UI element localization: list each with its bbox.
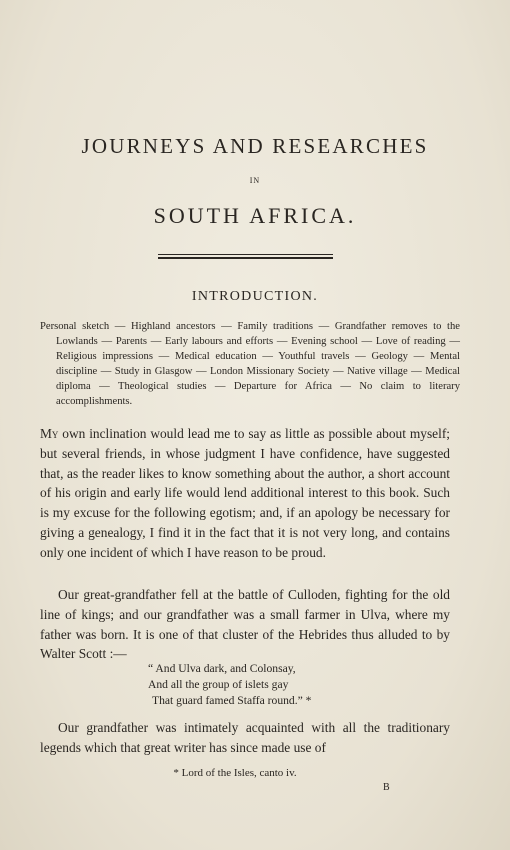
verse-line: That guard famed Staffa round.” * — [152, 694, 312, 708]
paragraph-1-text: own inclination would lead me to say as little as possible about myself; but several friends, in whose judgment I have confidence, have suggested that, as the reader likes to know something about the author, a short account of his origin and early life would lend additional interest to this book. Such is my excuse for the following egotism; and, if an apology be necessary for giving a genealogy, I find it in the fact that it is not very long, and contains only one incident of which I have reason to be proud. — [40, 426, 450, 560]
paragraph-2: Our great-grandfather fell at the battle of Culloden, fighting for the old line of kings; and our grandfather was a small farmer in Ulva, where my father was born. It is one of that cluster of the Hebrides thus alluded to by Walter Scott :— — [40, 587, 450, 662]
title-rule-thick — [158, 257, 333, 259]
signature-mark: B — [383, 782, 390, 793]
verse-quote — [148, 661, 428, 710]
verse-line: And all the group of islets gay — [148, 678, 289, 692]
title-connector: IN — [249, 176, 261, 185]
title-rule-thin — [158, 254, 333, 255]
section-heading: INTRODUCTION. — [191, 289, 319, 304]
paragraph-1 — [40, 424, 450, 563]
paragraph-1-lead: My — [40, 426, 59, 441]
footnote: * Lord of the Isles, canto iv. — [173, 767, 297, 779]
chapter-synopsis: Personal sketch — Highland ancestors — Family traditions — Grandfather removes to the Lowlands — Parents — Early labours and efforts — Evening school — Love of reading — Religious impressions — Medical education — Youthful travels — Geology — Mental discipline — Study in Glasgow — London Missionary Society — Native village — Medical diploma — Theological studies — Departure for Africa — No claim to literary accomplishments. — [40, 321, 460, 408]
paragraph-3: Our grandfather was intimately acquainted with all the traditionary legends which that great writer has since made use of — [40, 720, 450, 755]
book-subtitle: SOUTH AFRICA. — [153, 203, 357, 228]
verse-line: “ And Ulva dark, and Colonsay, — [148, 662, 296, 675]
book-title: JOURNEYS AND RESEARCHES — [81, 134, 429, 158]
